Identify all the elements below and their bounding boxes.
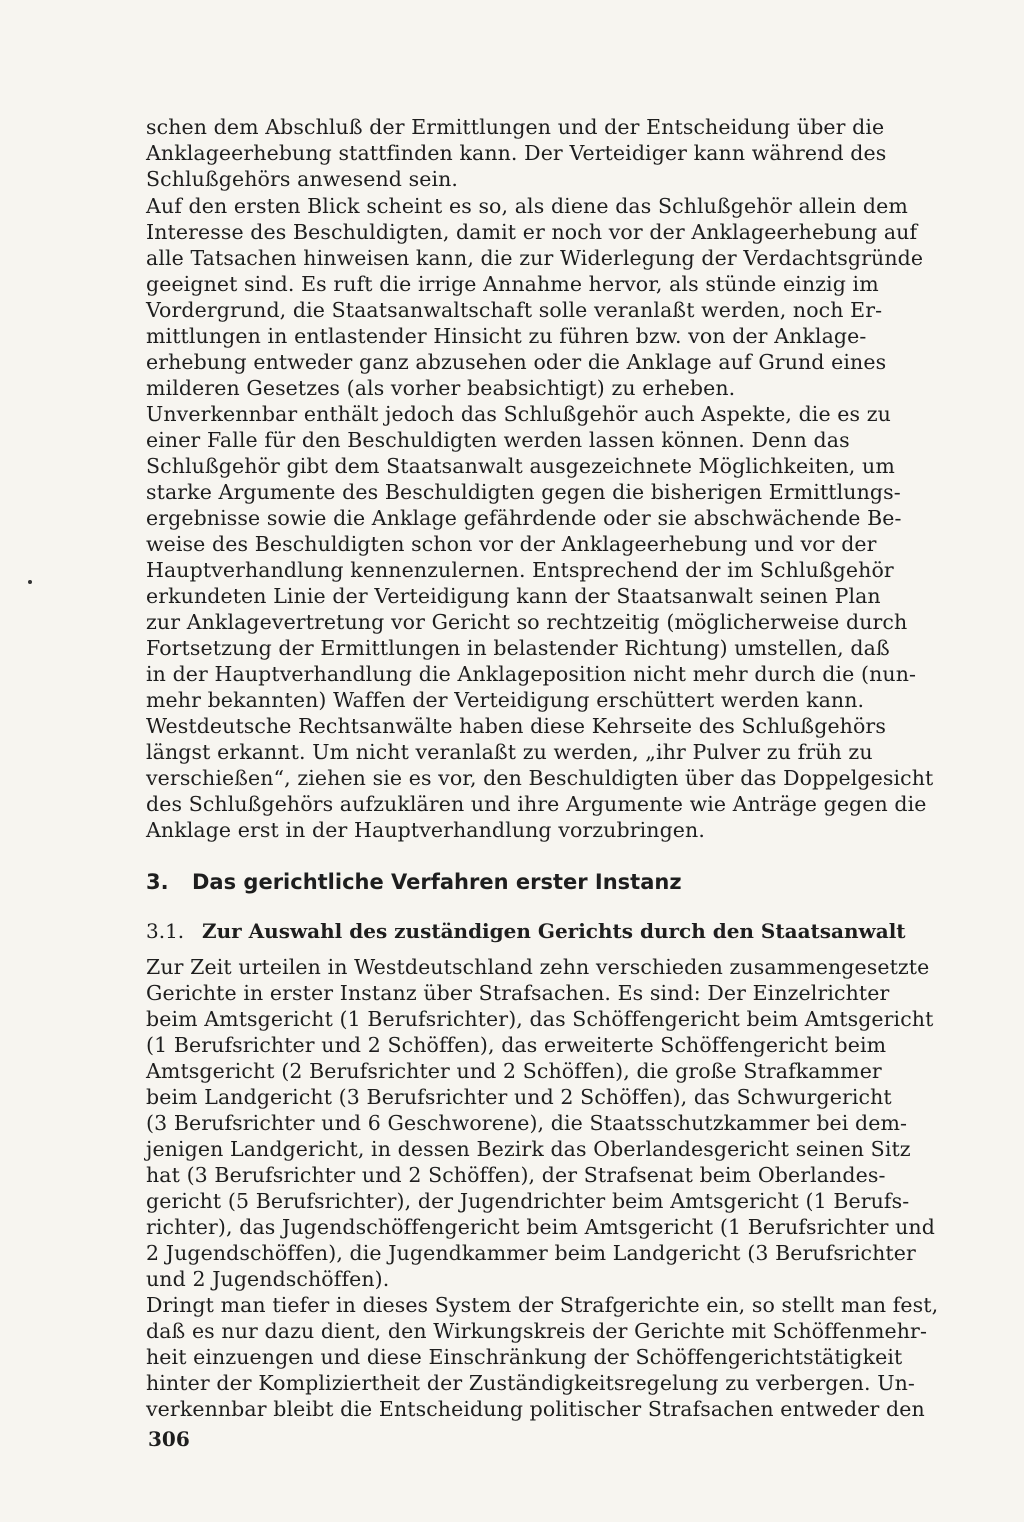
text-line: starke Argumente des Beschuldigten gegen die bisherigen Ermittlungs- [146,480,901,504]
text-line: (3 Berufsrichter und 6 Geschworene), die Staatsschutzkammer bei dem- [146,1111,908,1135]
text-line: schen dem Abschluß der Ermittlungen und der Entscheidung über die [146,115,885,139]
text-line: verschießen“, ziehen sie es vor, den Beschuldigten über das Doppelgesicht [146,766,934,790]
text-line: erkundeten Linie der Verteidigung kann der Staatsanwalt seinen Plan [146,584,881,608]
text-line: Dringt man tiefer in dieses System der Strafgerichte ein, so stellt man fest, [146,1293,939,1317]
page-number: 306 [148,1427,190,1451]
text-line: beim Amtsgericht (1 Berufsrichter), das Schöffengericht beim Amtsgericht [146,1007,934,1031]
text-line: längst erkannt. Um nicht veranlaßt zu werden, „ihr Pulver zu früh zu [146,740,873,764]
text-line: richter), das Jugendschöffengericht beim Amtsgericht (1 Berufsrichter und [146,1215,935,1239]
text-line: Westdeutsche Rechtsanwälte haben diese Kehrseite des Schlußgehörs [146,714,886,738]
text-line: Gerichte in erster Instanz über Strafsachen. Es sind: Der Einzelrichter [146,981,890,1005]
text-line: gericht (5 Berufsrichter), der Jugendrichter beim Amtsgericht (1 Berufs- [146,1189,910,1213]
text-line: 2 Jugendschöffen), die Jugendkammer beim Landgericht (3 Berufsrichter [146,1241,916,1265]
text-line: Unverkennbar enthält jedoch das Schlußgehör auch Aspekte, die es zu [146,402,891,426]
text-line: jenigen Landgericht, in dessen Bezirk das Oberlandesgericht seinen Sitz [146,1137,911,1161]
text-line: Fortsetzung der Ermittlungen in belastender Richtung) umstellen, daß [146,636,890,660]
text-line: Anklage erst in der Hauptverhandlung vorzubringen. [146,818,705,842]
subsection-title: Zur Auswahl des zuständigen Gerichts durch den Staatsanwalt [202,919,906,943]
text-line: zur Anklagevertretung vor Gericht so rechtzeitig (möglicherweise durch [146,610,908,634]
section-number: 3. [146,870,169,894]
text-line: Interesse des Beschuldigten, damit er noch vor der Anklageerhebung auf [146,220,918,244]
text-line: hat (3 Berufsrichter und 2 Schöffen), der Strafsenat beim Oberlandes- [146,1163,886,1187]
text-line: alle Tatsachen hinweisen kann, die zur Widerlegung der Verdachtsgründe [146,246,924,270]
text-line: mehr bekannten) Waffen der Verteidigung erschüttert werden kann. [146,688,865,712]
text-line: Schlußgehör gibt dem Staatsanwalt ausgezeichnete Möglichkeiten, um [146,454,895,478]
text-line: erhebung entweder ganz abzusehen oder die Anklage auf Grund eines [146,350,887,374]
text-line: mittlungen in entlastender Hinsicht zu führen bzw. von der Anklage- [146,324,867,348]
text-line: Amtsgericht (2 Berufsrichter und 2 Schöffen), die große Strafkammer [146,1059,882,1083]
subsection-number: 3.1. [146,919,185,943]
text-line: Schlußgehörs anwesend sein. [146,167,459,191]
text-line: Zur Zeit urteilen in Westdeutschland zehn verschieden zusammengesetzte [146,955,930,979]
text-line: in der Hauptverhandlung die Anklageposition nicht mehr durch die (nun- [146,662,917,686]
text-line: Anklageerhebung stattfinden kann. Der Verteidiger kann während des [146,141,887,165]
text-line: ergebnisse sowie die Anklage gefährdende oder sie abschwächende Be- [146,506,902,530]
section-title: Das gerichtliche Verfahren erster Instanz [192,870,682,894]
text-line: des Schlußgehörs aufzuklären und ihre Argumente wie Anträge gegen die [146,792,927,816]
text-line: hinter der Kompliziertheit der Zuständigkeitsregelung zu verbergen. Un- [146,1371,915,1395]
text-line: verkennbar bleibt die Entscheidung politischer Strafsachen entweder den [146,1397,925,1421]
text-line: beim Landgericht (3 Berufsrichter und 2 Schöffen), das Schwurgericht [146,1085,892,1109]
text-line: daß es nur dazu dient, den Wirkungskreis der Gerichte mit Schöffenmehr- [146,1319,927,1343]
section-heading [146,868,958,896]
text-line: heit einzuengen und diese Einschränkung der Schöffengerichtstätigkeit [146,1345,903,1369]
text-line: milderen Gesetzes (als vorher beabsichtigt) zu erheben. [146,376,736,400]
text-line: Vordergrund, die Staatsanwaltschaft solle veranlaßt werden, noch Er- [146,298,883,322]
subsection-heading [146,918,958,944]
text-line: und 2 Jugendschöffen). [146,1267,390,1291]
margin-mark [28,580,32,584]
text-line: einer Falle für den Beschuldigten werden lassen können. Denn das [146,428,850,452]
text-line: Hauptverhandlung kennenzulernen. Entsprechend der im Schlußgehör [146,558,894,582]
text-line: weise des Beschuldigten schon vor der Anklageerhebung und vor der [146,532,877,556]
text-line: Auf den ersten Blick scheint es so, als diene das Schlußgehör allein dem [146,194,908,218]
text-line: geeignet sind. Es ruft die irrige Annahme hervor, als stünde einzig im [146,272,879,296]
text-line: (1 Berufsrichter und 2 Schöffen), das erweiterte Schöffengericht beim [146,1033,887,1057]
